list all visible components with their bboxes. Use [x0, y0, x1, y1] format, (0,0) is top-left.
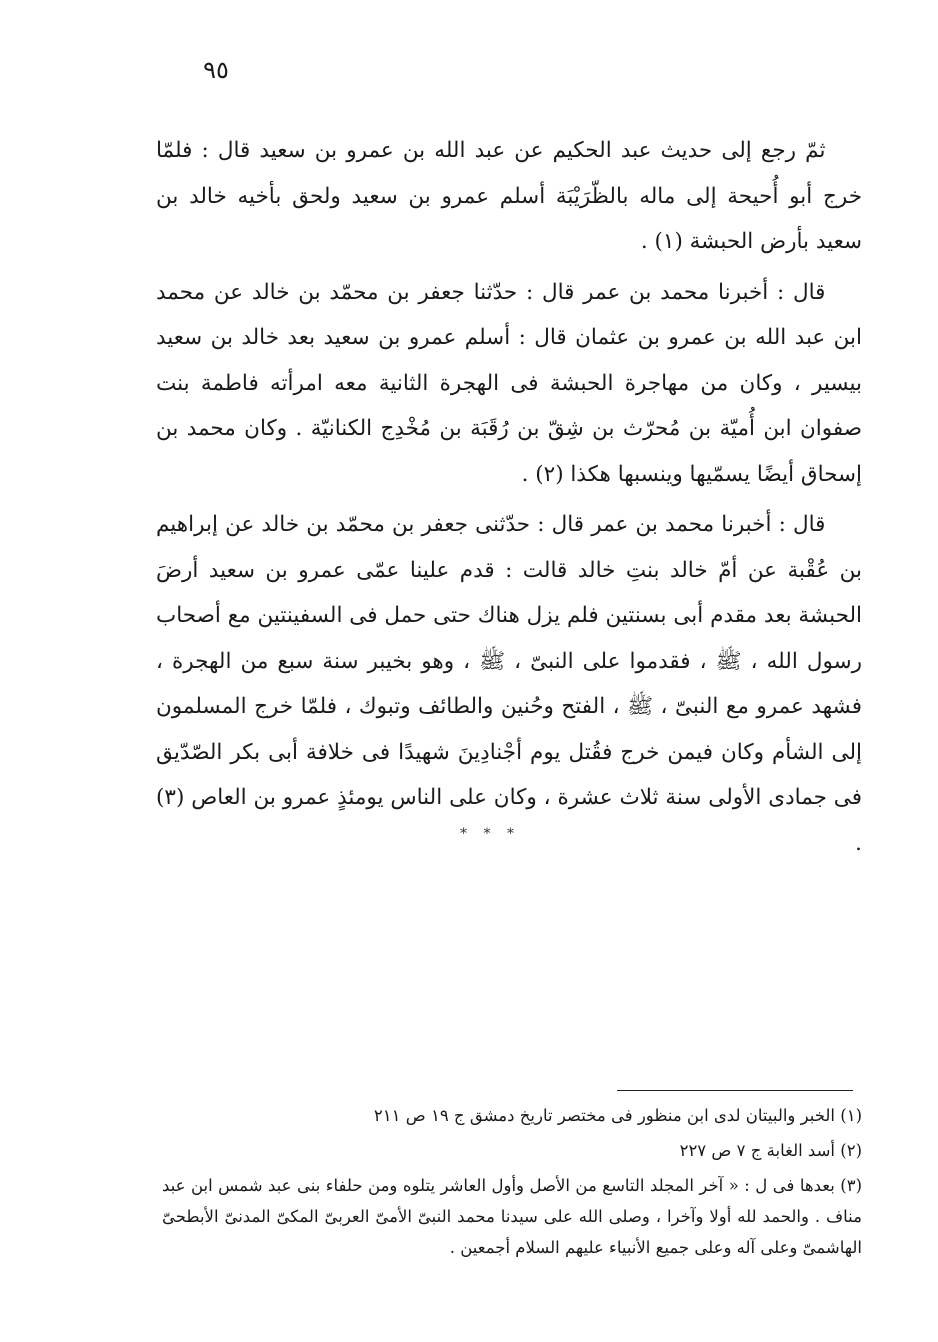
- footnote: (١) الخبر والبيتان لدى ابن منظور فى مختصر تاريخ دمشق ج ١٩ ص ٢١١: [373, 1106, 862, 1125]
- footnote-divider: [617, 1090, 853, 1091]
- paragraph: قال : أخبرنا محمد بن عمر قال : حدّثنا جعفر بن محمّد بن خالد عن محمد ابن عبد الله بن عمرو بن عثمان قال : أسلم عمرو بن سعيد بعد خالد بن سعيد بيسير ، وكان من مهاجرة الحبشة فى الهجرة الثانية معه امرأته فاطمة بنت صفوان ابن أُميّة بن مُحرّث بن شِقّ بن رُقَبَة بن مُخْدِج الكنانيّة . وكان محمد بن إسحاق أيضًا يسمّيها وينسبها هكذا (٢) .: [156, 279, 862, 487]
- main-text: [156, 128, 862, 866]
- footnote: (٢) أسد الغابة ج ٧ ص ٢٢٧: [679, 1141, 862, 1160]
- paragraph: قال : أخبرنا محمد بن عمر قال : حدّثنى جعفر بن محمّد بن خالد عن إبراهيم بن عُقْبة عن أمّ خالد بنتِ خالد قالت : قدم علينا عمّى عمرو بن سعيد أرضَ الحبشة بعد مقدم أبى بسنتين فلم يزل هناك حتى حمل فى السفينتين مع أصحاب رسول الله ، ﷺ ، فقدموا على النبىّ ، ﷺ ، وهو بخيبر سنة سبع من الهجرة ، فشهد عمرو مع النبىّ ، ﷺ ، الفتح وحُنين والطائف وتبوك ، فلمّا خرج المسلمون إلى الشأم وكان فيمن خرج فقُتل يوم أجْنادِينَ شهيدًا فى خلافة أبى بكر الصّدّيق فى جمادى الأولى سنة ثلاث عشرة ، وكان على الناس يومئذٍ عمرو بن العاص (٣) .: [156, 512, 862, 856]
- footnote: (٣) بعدها فى ل : « آخر المجلد التاسع من الأصل وأول العاشر يتلوه ومن حلفاء بنى عبد شمس ابن عبد مناف . والحمد لله أولا وآخرا ، وصلى الله على سيدنا محمد النبىّ الأمىّ العربىّ المكىّ المدنىّ الأبطحىّ الهاشمىّ وعلى آله وعلى جميع الأنبياء عليهم السلام أجمعين .: [162, 1176, 862, 1257]
- page-number: ٩٥: [203, 56, 229, 84]
- paragraph: ثمّ رجع إلى حديث عبد الحكيم عن عبد الله بن عمرو بن سعيد قال : فلمّا خرج أبو أُحيحة إلى ماله بالظّرَيْبَة أسلم عمرو بن سعيد ولحق بأخيه خالد بن سعيد بأرض الحبشة (١) .: [156, 138, 862, 254]
- footnotes: [162, 1100, 862, 1263]
- section-separator: * * *: [460, 826, 520, 842]
